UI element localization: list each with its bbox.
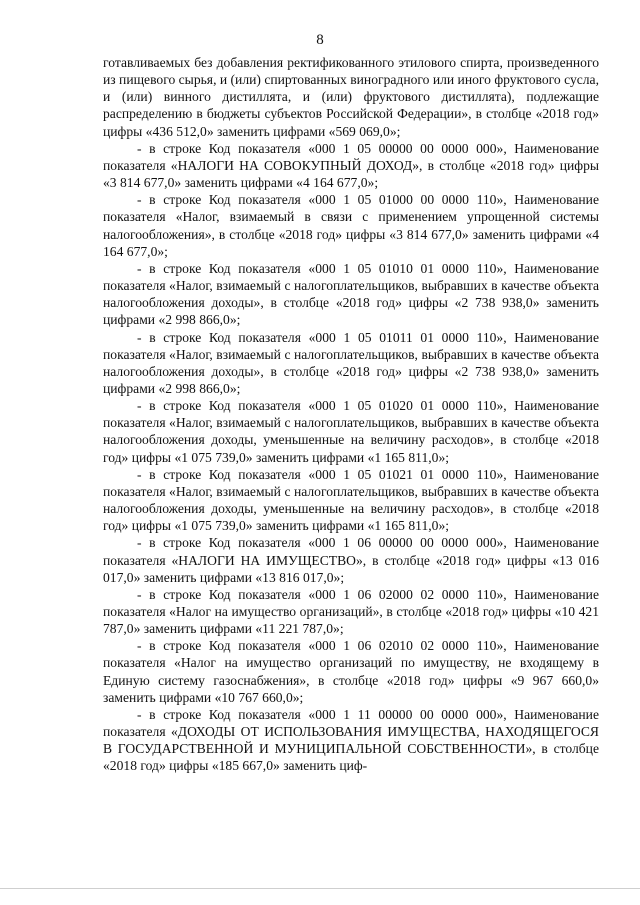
paragraph-amendment: - в строке Код показателя «000 1 05 01021 01 0000 110», Наименование показателя «Налог, взимаемый с налогоплательщиков, выбравших в качестве объекта налогообложения доходы, уменьшенные на величину расходов», в столбце «2018 год» цифры «1 075 739,0» заменить цифрами «1 165 811,0»; [103,466,599,534]
page-bottom-edge [0,888,640,889]
paragraph-amendment: - в строке Код показателя «000 1 05 00000 00 0000 000», Наименование показателя «НАЛОГИ НА СОВОКУПНЫЙ ДОХОД», в столбце «2018 год» цифры «3 814 677,0» заменить цифрами «4 164 677,0»; [103,140,599,191]
page-number: 8 [316,32,324,48]
paragraph-amendment: - в строке Код показателя «000 1 05 01020 01 0000 110», Наименование показателя «Налог, взимаемый с налогоплательщиков, выбравших в качестве объекта налогообложения доходы, уменьшенные на величину расходов», в столбце «2018 год» цифры «1 075 739,0» заменить цифрами «1 165 811,0»; [103,398,599,465]
paragraph-amendment: - в строке Код показателя «000 1 06 00000 00 0000 000», Наименование показателя «НАЛОГИ НА ИМУЩЕСТВО», в столбце «2018 год» цифры «13 016 017,0» заменить цифрами «13 816 017,0»; [103,535,599,585]
paragraph-amendment: - в строке Код показателя «000 1 05 01011 01 0000 110», Наименование показателя «Налог, взимаемый с налогоплательщиков, выбравших в качестве объекта налогообложения доходы», в столбце «2018 год» цифры «2 738 938,0» заменить цифрами «2 998 866,0»; [103,329,599,396]
paragraph-amendment: - в строке Код показателя «000 1 05 01010 01 0000 110», Наименование показателя «Налог, взимаемый с налогоплательщиков, выбравших в качестве объекта налогообложения доходы», в столбце «2018 год» цифры «2 738 938,0» заменить цифрами «2 998 866,0»; [103,260,599,328]
paragraph-continuation: готавливаемых без добавления ректификованного этилового спирта, произведенного из пищевого сырья, и (или) спиртованных виноградного или иного фруктового сусла, и (или) винного дистиллята, и (или) фруктового дистиллята), подлежащие распределению в бюджеты субъектов Российской Федерации», в столбце «2018 год» цифры «436 512,0» заменить цифрами «569 069,0»; [103,55,599,139]
paragraph-amendment: - в строке Код показателя «000 1 11 00000 00 0000 000», Наименование показателя «ДОХОДЫ ОТ ИСПОЛЬЗОВАНИЯ ИМУЩЕСТВА, НАХОДЯЩЕГОСЯ В ГОСУДАРСТВЕННОЙ И МУНИЦИПАЛЬНОЙ СОБСТВЕННОСТИ», в столбце «2018 год» цифры «185 667,0» заменить циф- [103,706,599,774]
document-body [103,54,599,775]
paragraph-amendment: - в строке Код показателя «000 1 06 02000 02 0000 110», Наименование показателя «Налог на имущество организаций», в столбце «2018 год» цифры «10 421 787,0» заменить цифрами «11 221 787,0»; [103,586,599,637]
paragraph-amendment: - в строке Код показателя «000 1 06 02010 02 0000 110», Наименование показателя «Налог на имущество организаций по имуществу, не входящему в Единую систему газоснабжения», в столбце «2018 год» цифры «9 967 660,0» заменить цифрами «10 767 660,0»; [103,638,599,705]
paragraph-amendment: - в строке Код показателя «000 1 05 01000 00 0000 110», Наименование показателя «Налог, взимаемый в связи с применением упрощенной системы налогообложения», в столбце «2018 год» цифры «3 814 677,0» заменить цифрами «4 164 677,0»; [103,192,599,259]
